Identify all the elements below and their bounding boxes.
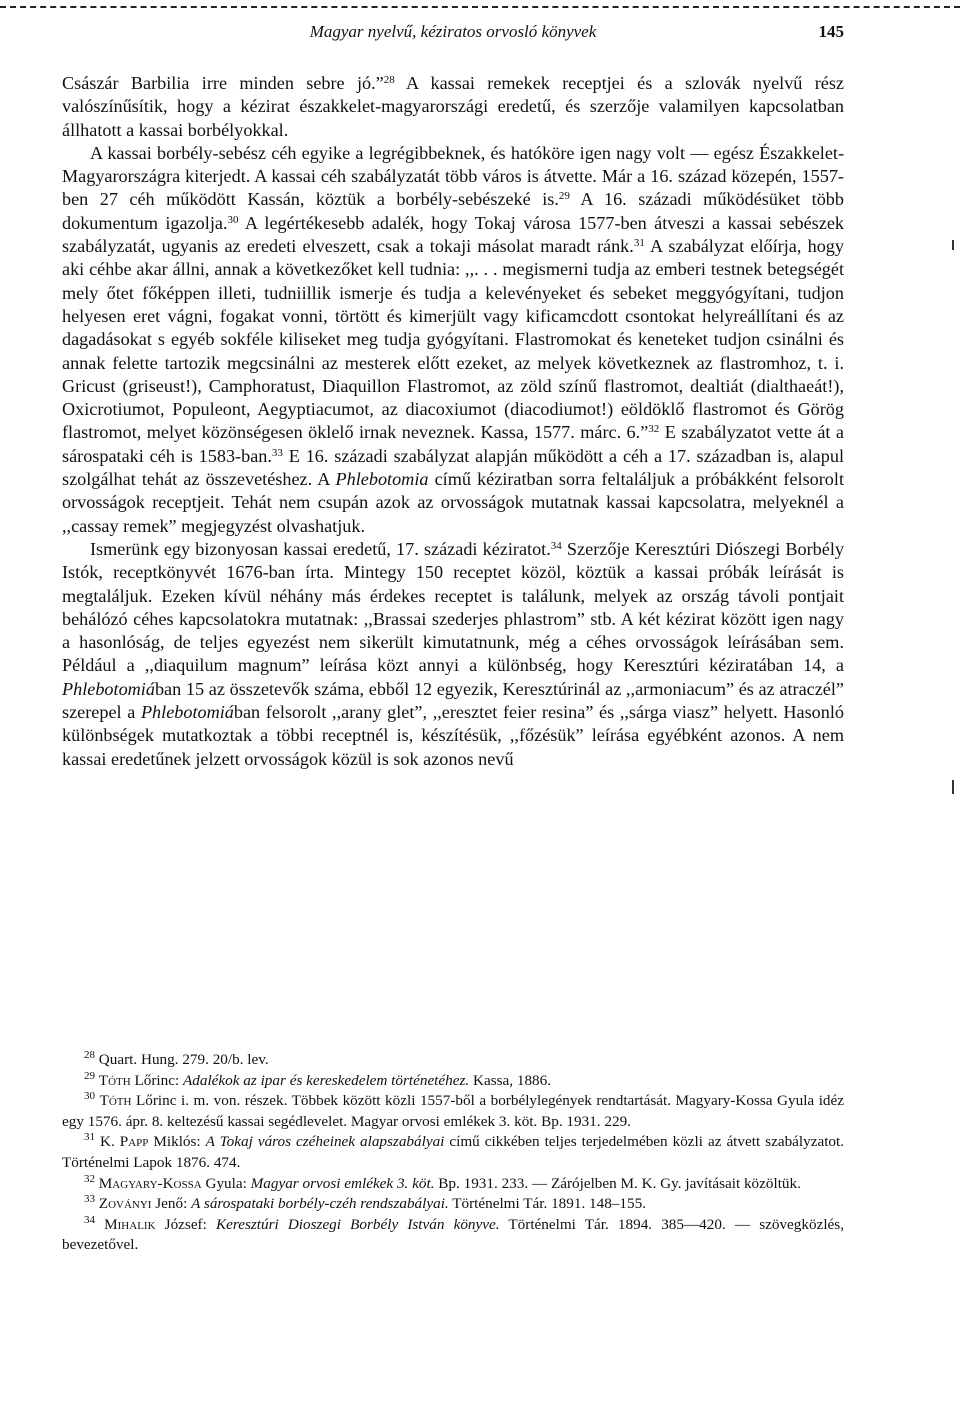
text-run: ban felsorolt ,,arany glet”, ,,eresztet feier resina” és ,,sárga viasz” helyett. Hasonló különbségek mutatkoztak a többi receptnél is, készítésük, ,,főzésük” leírása egyébként azonos. A nem kassai eredetűnek jelzett orvosságok közül is sok azonos nevű <box>62 702 844 769</box>
footnote-ref: 29 <box>558 190 570 203</box>
italic-title: Phlebotomiá <box>140 702 234 723</box>
footnote-author: Tóth <box>98 1071 131 1089</box>
text-run: A kassai remekek receptjei és a szlovák nyelvű rész valószínűsítik, hogy a kézirat északkelet-magyarországi eredetű, és szerzője valamilyen kapcsolatban állhatott a kassai borbélyokkal. <box>62 73 845 140</box>
footnote-ref: 33 <box>271 446 283 459</box>
top-border-rule <box>0 6 960 8</box>
footnote-author: Tóth <box>99 1092 132 1110</box>
footnote-number: 28 <box>84 1049 95 1061</box>
footnote-title: Keresztúri Dioszegi Borbély István könyve. <box>215 1215 500 1233</box>
footnote-text: Lőrinc: <box>130 1071 183 1089</box>
footnote-number: 31 <box>84 1131 95 1144</box>
footnote-text: Jenő: <box>151 1195 192 1213</box>
page-header <box>62 22 844 46</box>
footnote-text: című cikkében teljes terjedelmében közli az átvett szabályzatot. Történelmi Lapok 1876. 474. <box>62 1133 845 1171</box>
text-run: E szabályzatot vette át a sárospataki céh is 1583-ban. <box>62 422 844 466</box>
text-run: Ismerünk egy bizonyosan kassai eredetű, 17. századi kéziratot. <box>90 538 551 559</box>
text-run: című kéziratban sorra feltaláljuk a próbákként felsorolt orvosságok receptjeit. Tehát nem csupán azok az orvosságok mutatnak kassai kapcsolatra, melyeknél a ,,cassay remek” megjegyzést olvashatjuk. <box>62 469 845 536</box>
footnote-title: A Tokaj város czéheinek alapszabályai <box>205 1133 445 1151</box>
footnote-number: 34 <box>84 1213 95 1226</box>
footnote-ref: 30 <box>227 213 239 226</box>
text-run: Szerzője Keresztúri Diószegi Borbély Istók, receptkönyvét 1676-ban írta. Mintegy 150 receptet közöl, köztük a kassai próbák leírását is megtaláljuk. Ezeken kívül néhány más érdekes receptet is találunk, melyek az ország távoli pontjait behálózó céhes kapcsolatokra mutatnak: ,,Brassai szederjes phlastrom” stb. A két kézirat között igen nagy a hasonlóság, de teljes egyezést nem sikerült kimutatnunk, még a céhes orvosságok leírásában sem. Például a ,,diaquilum magnum” leírása közt annyi a különbség, hogy Keresztúri kéziratában 14, a <box>62 538 844 676</box>
text-run: A 16. századi működésüket több dokumentum igazolja. <box>62 189 844 233</box>
italic-title: Phlebotomia <box>335 469 429 490</box>
footnote-ref: 32 <box>648 423 660 436</box>
footnote-33 <box>62 1194 844 1215</box>
footnote-title: A sárospataki borbély-czéh rendszabályai. <box>191 1195 449 1213</box>
footnote-29 <box>62 1071 844 1092</box>
running-title: Magyar nyelvű, kéziratos orvosló könyvek <box>309 22 597 41</box>
footnote-text: Gyula: <box>201 1174 251 1192</box>
footnote-author: K. Papp <box>100 1133 149 1151</box>
footnote-32 <box>62 1174 844 1195</box>
footnote-text: Lőrinc i. m. von. részek. Többek között közli 1557-ből a borbélylegények rendtartását. Magyary-Kossa Gyula idéz egy 1576. ápr. 8. keltezésű kassai segédlevelet. Magyar orvosi emlékek 3. köt. Bp. 1931. 229. <box>62 1092 845 1130</box>
footnote-31 <box>62 1132 844 1173</box>
footnote-text: Quart. Hung. 279. 20/b. lev. <box>98 1051 269 1068</box>
footnote-author: Magyary-Kossa <box>98 1174 202 1192</box>
paragraph-2 <box>62 142 844 538</box>
scan-edge-mark <box>952 240 954 250</box>
footnote-30 <box>62 1091 844 1132</box>
text-run: A szabályzat előírja, hogy aki céhbe akar állni, annak a következőket kell tudnia: ,,. . . megismerni tudja az emberi testnek betegségét mely őtet főképpen illeti, tudniillik ismerje és tudja a kelevényeket és sebeket meggyógyítani, tudjon helyesen eret vágni, fogakat vonni, törtött és kimerjült vagy kificamcdott csontokat helyreállítani és az dagadásokat s egyéb sokféle kiliseket meg tudja gyógyítani. Flastromokat és keneteket tudjon csinálni és annak felette tartozik megcsinálni az mesterek előtt ezeket, az melyek következnek az flastromhoz, t. i. Gricust (griseust!), Camphoratust, Diaquillon Flastromot, az zöld színű flastromot, dealtiát (dialthaeát!), Oxicrotiumot, Populeont, Aegyptiacumot, az diacoxiumot (diacodiumot!) eöldöklő flastromot és Görög flastromot, melyet közönségesen öklelő irnak neveznek. Kassa, 1577. márc. 6.” <box>62 236 844 443</box>
footnote-number: 30 <box>84 1090 95 1103</box>
italic-title: Phlebotomiá <box>62 678 155 699</box>
footnote-text: Miklós: <box>148 1133 206 1151</box>
footnote-text: Történelmi Tár. 1894. 385—420. — szövegközlés, bevezetővel. <box>62 1215 844 1254</box>
main-text <box>62 72 844 771</box>
footnote-text: József: <box>155 1215 216 1233</box>
footnote-ref: 28 <box>383 74 395 86</box>
footnote-number: 32 <box>84 1172 95 1185</box>
text-run: E 16. századi szabályzat alapján működött a céh a 17. században is, alapul szolgálhat tehát az összevetéshez. A <box>62 445 844 490</box>
text-run: ban 15 az összetevők száma, ebből 12 egyezik, Keresztúrinál az ,,armoniacum” és az atraczél” szerepel a <box>62 678 844 723</box>
text-run: A kassai borbély-sebész céh egyike a legrégibbeknek, és hatóköre igen nagy volt — egész Északkelet-Magyarországra kiterjedt. A kassai céh szabályzatát több város is átvette. Már a 16. század közepén, 1557-ben 27 céh működött Kassán, köztük a borbély-sebészeké is. <box>62 142 844 210</box>
text-run: Császár Barbilia irre minden sebre jó.” <box>62 73 384 93</box>
footnote-text: Bp. 1931. 233. — Zárójelben M. K. Gy. javításait közöltük. <box>434 1174 801 1192</box>
footnote-34 <box>62 1215 844 1256</box>
footnote-number: 29 <box>84 1069 95 1082</box>
footnote-title: Adalékok az ipar és kereskedelem történetéhez. <box>182 1071 470 1089</box>
footnote-28 <box>62 1050 844 1071</box>
footnote-number: 33 <box>84 1193 95 1206</box>
paragraph-1 <box>62 72 844 142</box>
paragraph-3 <box>62 538 844 771</box>
page-number: 145 <box>818 22 844 41</box>
footnote-ref: 31 <box>633 237 645 250</box>
footnote-ref: 34 <box>550 539 562 552</box>
footnote-text: Kassa, 1886. <box>469 1071 552 1089</box>
scan-edge-mark <box>952 780 954 794</box>
footnote-author: Mihalik <box>104 1215 156 1233</box>
footnote-text: Történelmi Tár. 1891. 148–155. <box>448 1195 646 1213</box>
footnote-title: Magyar orvosi emlékek 3. köt. <box>250 1174 435 1192</box>
text-run: A legértékesebb adalék, hogy Tokaj városa 1577-ben átveszi a kassai sebészek szabályzatát, ugyanis az eredeti elveszett, csak a tokaji másolat maradt ránk. <box>62 212 844 257</box>
footnote-author: Zoványi <box>98 1195 152 1213</box>
footnotes <box>62 1050 844 1256</box>
